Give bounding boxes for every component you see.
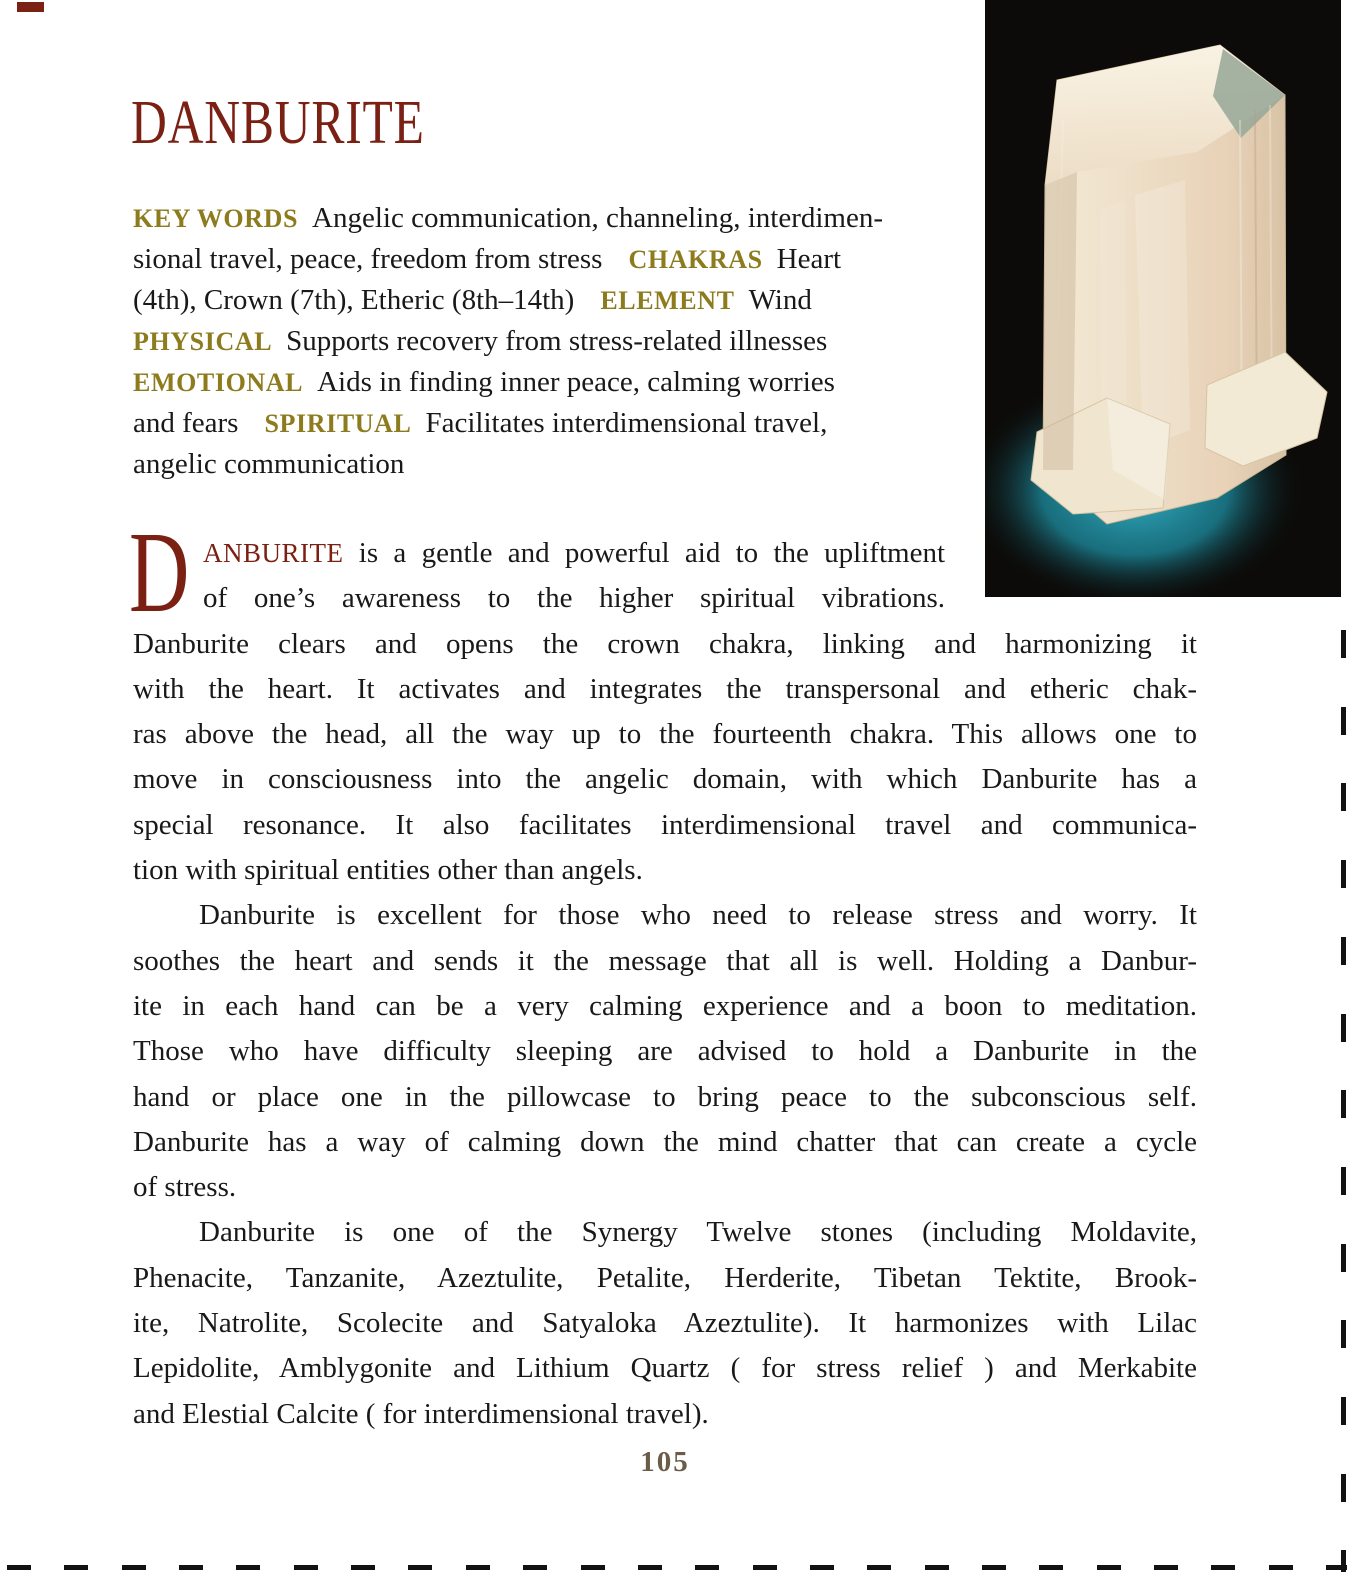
text-line: Danburite has a way of calming down the mind chatter that can create a cycle: [133, 1125, 1197, 1158]
trim-dash: [523, 1565, 547, 1570]
keyword-line: [133, 321, 973, 362]
trim-tick: [1341, 707, 1346, 735]
text-run: Facilitates interdimensional travel,: [425, 407, 828, 439]
paragraph: [129, 509, 1197, 893]
text-run: Angelic communication, channeling, interdimen-: [312, 202, 884, 234]
trim-dash: [351, 1565, 375, 1570]
trim-dash: [64, 1565, 88, 1570]
trim-tick: [1341, 1397, 1346, 1425]
keywords-block: [133, 198, 973, 485]
trim-dash: [1211, 1565, 1235, 1570]
trim-dash: [810, 1565, 834, 1570]
trim-tick: [1341, 1244, 1346, 1272]
text-line: tion with spiritual entities other than angels.: [133, 854, 643, 887]
trim-tick: [1341, 1167, 1346, 1195]
text-line: move in consciousness into the angelic domain, with which Danburite has a: [133, 763, 1197, 796]
trim-dash: [294, 1565, 318, 1570]
text-line: of one’s awareness to the higher spiritual vibrations.: [203, 582, 945, 615]
lead-small-caps: ANBURITE: [203, 538, 344, 568]
page-title: DANBURITE: [131, 89, 425, 157]
text-run: (4th), Crown (7th), Etheric (8th–14th): [133, 284, 575, 316]
keyword-line: [133, 403, 973, 444]
paragraph: [133, 893, 1197, 1210]
page-number: 105: [640, 1446, 690, 1478]
text-line: ite, Natrolite, Scolecite and Satyaloka Azeztulite). It harmonizes with Lilac: [133, 1307, 1197, 1340]
text-run: sional travel, peace, freedom from stress: [133, 243, 603, 275]
text-line: and Elestial Calcite ( for interdimensional travel).: [133, 1397, 709, 1430]
keyword-line: [133, 362, 973, 403]
text-line: Danburite clears and opens the crown chakra, linking and harmonizing it: [133, 627, 1197, 660]
text-run: is a gentle and powerful aid to the upliftment: [343, 537, 945, 569]
keyword-label: ELEMENT: [600, 286, 735, 315]
keyword-line: [133, 444, 973, 485]
trim-dash: [1326, 1565, 1347, 1570]
text-line: Lepidolite, Amblygonite and Lithium Quartz ( for stress relief ) and Merkabite: [133, 1352, 1197, 1385]
text-line: soothes the heart and sends it the message that all is well. Holding a Danbur-: [133, 944, 1197, 977]
keyword-label: SPIRITUAL: [264, 409, 412, 438]
trim-dash: [236, 1565, 260, 1570]
trim-dash: [1097, 1565, 1121, 1570]
text-line: with the heart. It activates and integrates the transpersonal and etheric chak-: [133, 672, 1197, 705]
trim-tick: [1341, 937, 1346, 965]
trim-dash: [581, 1565, 605, 1570]
text-line: hand or place one in the pillowcase to bring peace to the subconscious self.: [133, 1080, 1197, 1113]
trim-dash: [925, 1565, 949, 1570]
body-text: [129, 509, 1197, 1437]
drop-cap: D: [129, 509, 190, 637]
text-line: Those who have difficulty sleeping are advised to hold a Danburite in the: [133, 1035, 1197, 1068]
text-line: special resonance. It also facilitates interdimensional travel and communica-: [133, 808, 1197, 841]
trim-tick: [1341, 630, 1346, 658]
trim-dash: [179, 1565, 203, 1570]
trim-dash: [1039, 1565, 1063, 1570]
trim-tick: [1341, 783, 1346, 811]
text-line: Danburite is excellent for those who need to release stress and worry. It: [199, 899, 1197, 932]
danburite-crystal-photo: [985, 0, 1341, 597]
trim-dash: [638, 1565, 662, 1570]
text-line: ras above the head, all the way up to the fourteenth chakra. This allows one to: [133, 718, 1197, 751]
registration-mark-top-left: [17, 2, 44, 12]
trim-dash: [695, 1565, 719, 1570]
trim-dash: [122, 1565, 146, 1570]
trim-tick: [1341, 1014, 1346, 1042]
keyword-label: KEY WORDS: [133, 204, 299, 233]
keyword-line: [133, 280, 973, 321]
text-line: Phenacite, Tanzanite, Azeztulite, Petalite, Herderite, Tibetan Tektite, Brook-: [133, 1261, 1197, 1294]
text-run: Wind: [748, 284, 812, 316]
text-run: Heart: [776, 243, 842, 275]
keyword-label: EMOTIONAL: [133, 368, 304, 397]
trim-dash: [466, 1565, 490, 1570]
trim-dash: [753, 1565, 777, 1570]
crystal-illustration: [985, 0, 1341, 597]
trim-tick: [1341, 1474, 1346, 1502]
trim-tick: [1341, 1090, 1346, 1118]
text-line: Danburite is one of the Synergy Twelve stones (including Moldavite,: [199, 1216, 1197, 1249]
text-run: angelic communication: [133, 448, 405, 480]
trim-dash: [982, 1565, 1006, 1570]
trim-dash: [867, 1565, 891, 1570]
keyword-line: [133, 239, 973, 280]
keyword-line: [133, 198, 973, 239]
trim-dash: [7, 1565, 31, 1570]
trim-dash: [408, 1565, 432, 1570]
trim-tick: [1341, 860, 1346, 888]
text-line: ite in each hand can be a very calming experience and a boon to meditation.: [133, 989, 1197, 1022]
trim-tick: [1341, 1320, 1346, 1348]
text-run: and fears: [133, 407, 239, 439]
text-line: [203, 531, 945, 576]
text-run: Supports recovery from stress-related illnesses: [286, 325, 828, 357]
trim-dash: [1154, 1565, 1178, 1570]
paragraph: [133, 1210, 1197, 1436]
keyword-label: PHYSICAL: [133, 327, 273, 356]
trim-dash: [1269, 1565, 1293, 1570]
text-run: Aids in finding inner peace, calming worries: [317, 366, 835, 398]
text-line: of stress.: [133, 1171, 237, 1204]
keyword-label: CHAKRAS: [628, 245, 763, 274]
